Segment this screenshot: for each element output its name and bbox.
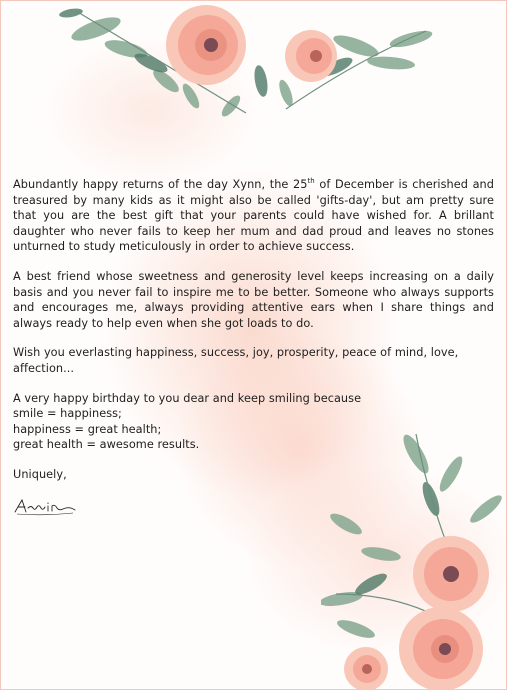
equation-line: happiness = great health; — [13, 422, 162, 436]
equation-line: smile = happiness; — [13, 407, 122, 421]
paragraph-best-friend: A best friend whose sweetness and generosity level keeps increasing on a daily basis and you never fail to inspire me to be better. Someone who always supports and encourages me, always providing attentive ears when I share things and always ready to help even when she got loads to do. — [13, 269, 494, 330]
birthday-line: A very happy birthday to you dear and keep smiling because — [13, 391, 362, 405]
closing: Uniquely, — [13, 467, 67, 481]
ordinal-suffix: th — [307, 177, 315, 186]
paragraph-intro — [13, 177, 494, 255]
intro-text-end: of December is cherished and treasured by many kids as it might also be called 'gifts-day', but am pretty sure that you are the best gift that your parents could have wished for. A brillant daughter who never fails to keep her mum and dad proud and leaves no stones unturned to study meticulously in order to achieve success. — [13, 178, 494, 254]
rose-icon — [285, 30, 337, 82]
floral-top-decoration — [56, 1, 446, 126]
equation-line: great health = awesome results. — [13, 438, 200, 452]
signature-icon — [13, 497, 77, 517]
paragraph-birthday — [13, 391, 494, 453]
rose-icon — [399, 607, 483, 689]
letter-body — [13, 177, 494, 517]
leaf-icon — [69, 13, 434, 120]
rose-icon — [166, 5, 246, 85]
intro-text-start: Abundantly happy returns of the day Xynn, the 25 — [13, 178, 308, 191]
rose-icon — [413, 536, 489, 612]
paragraph-wishes: Wish you everlasting happiness, success, joy, prosperity, peace of mind, love, affection... — [13, 346, 459, 375]
rose-icon — [344, 647, 388, 689]
